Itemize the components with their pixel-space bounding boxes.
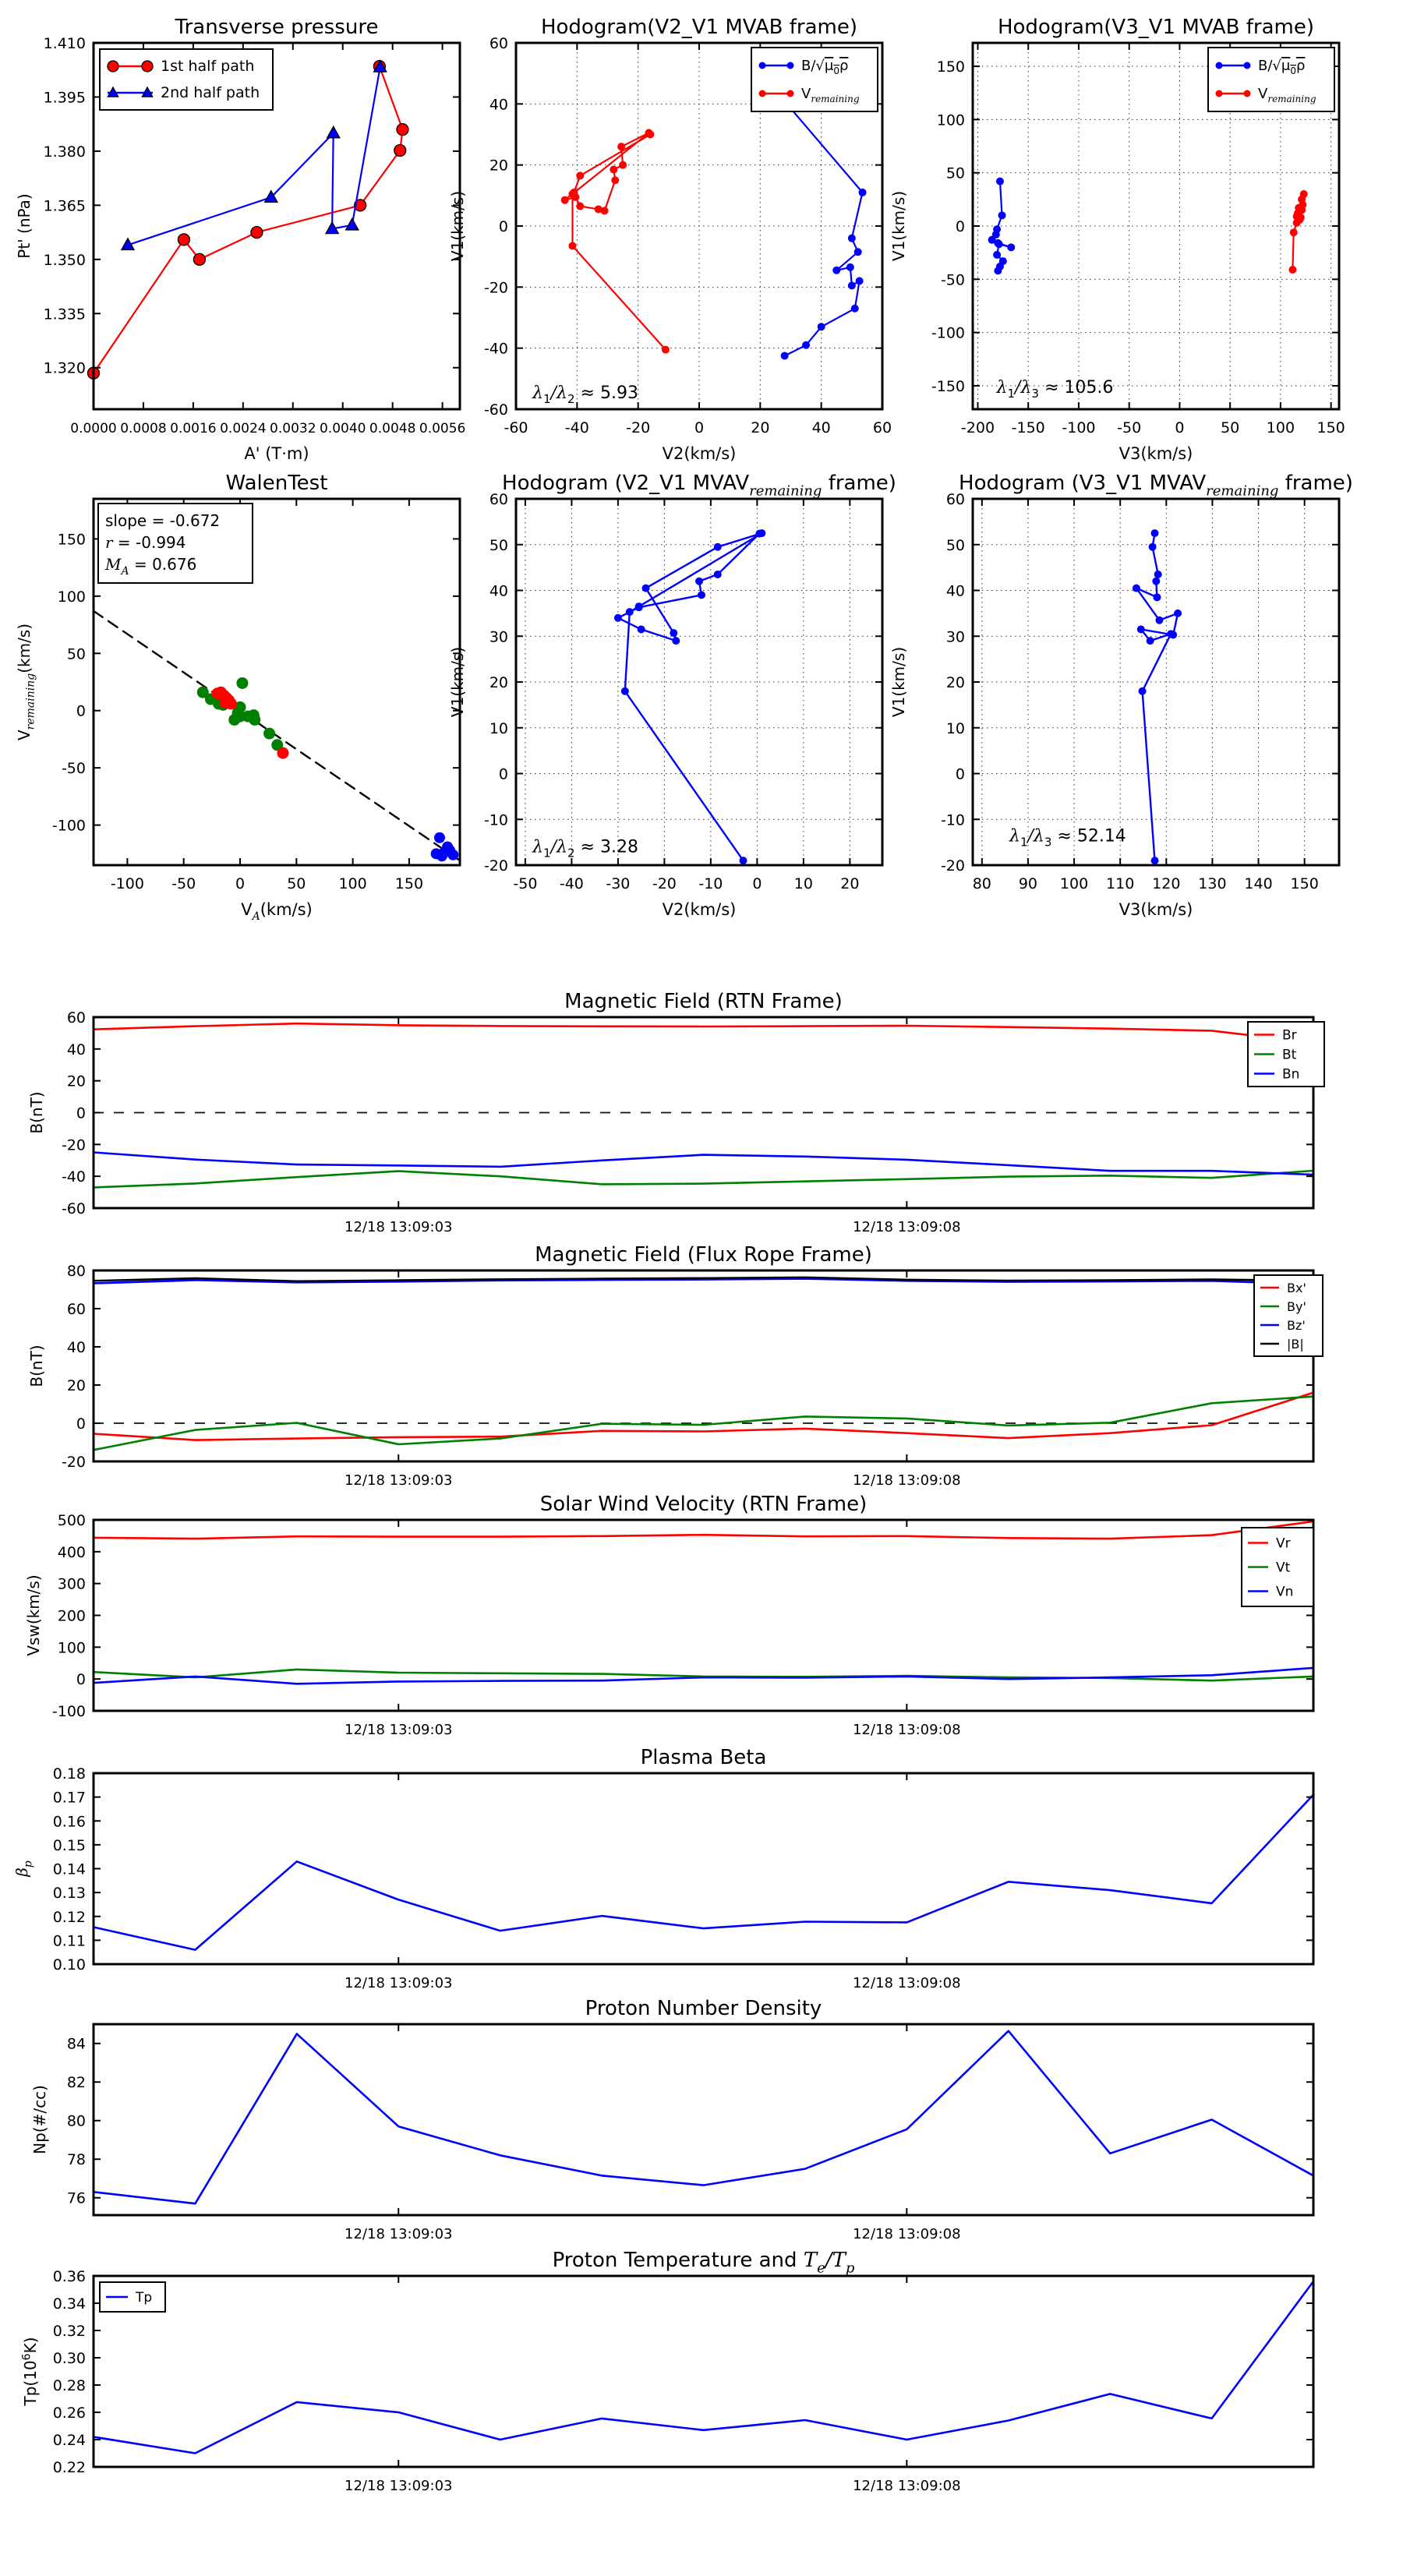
x-tick-label: 12/18 13:09:08 [853, 1722, 961, 1738]
y-axis-label: $\beta_p$ [12, 1860, 35, 1877]
y-tick-label: 1.380 [43, 143, 86, 161]
y-tick-label: -20 [483, 857, 508, 875]
y-tick-label: 1.410 [43, 35, 86, 52]
y-tick-label: 10 [489, 719, 508, 737]
x-tick-label: 12/18 13:09:03 [345, 1975, 453, 1991]
x-tick-label: 12/18 13:09:03 [345, 1219, 453, 1235]
legend-label: |B| [1287, 1337, 1304, 1352]
panel-hodogram-v3v1-mvav [889, 472, 1353, 919]
y-tick-label: 50 [945, 536, 965, 554]
y-tick-label: 60 [66, 1009, 86, 1027]
x-tick-label: 150 [1290, 875, 1319, 892]
panel-transverse-pressure [15, 16, 465, 463]
y-tick-label: -150 [931, 377, 965, 395]
y-tick-label: 1.350 [43, 251, 86, 269]
textbox-line: slope = -0.672 [105, 511, 221, 531]
series-vt [94, 1670, 1313, 1680]
y-tick-label: 0.32 [52, 2323, 86, 2340]
x-tick-label: 0 [694, 419, 705, 436]
x-tick-label: -10 [698, 875, 723, 892]
x-tick-label: 12/18 13:09:03 [345, 2478, 453, 2494]
y-tick-label: 40 [66, 1339, 86, 1356]
panel-magnetic-field-flux-rope [27, 1243, 1323, 1489]
x-tick-label: 0.0032 [270, 421, 316, 436]
y-axis-label: $V_{remaining}(km/s)$ [15, 623, 37, 741]
annotation: $\lambda_1/\lambda_3 \approx 52.14$ [1009, 826, 1126, 850]
y-tick-label: 60 [66, 1301, 86, 1318]
y-tick-label: 0.17 [52, 1789, 86, 1807]
legend-label: $V_{remaining}$ [801, 86, 860, 105]
panel-title: Hodogram (V3_V1 $MVAV_{remaining}$ frame) [959, 472, 1353, 500]
x-tick-label: 0.0016 [170, 421, 217, 436]
annotation: $\lambda_1/\lambda_2 \approx 5.93$ [532, 383, 638, 407]
panel-title: Proton Number Density [585, 1997, 822, 2020]
y-tick-label: 1.320 [43, 359, 86, 377]
y-tick-label: 60 [489, 35, 508, 52]
y-tick-label: 82 [66, 2074, 86, 2092]
x-tick-label: -50 [1117, 419, 1142, 436]
x-tick-label: -100 [1062, 419, 1096, 436]
y-tick-label: -20 [61, 1136, 86, 1154]
y-tick-label: 80 [66, 2112, 86, 2130]
axes-frame [94, 2024, 1313, 2215]
legend-label: Vn [1276, 1584, 1294, 1600]
series-tp [94, 2281, 1313, 2454]
x-tick-label: 50 [287, 875, 306, 892]
x-tick-label: 20 [840, 875, 860, 892]
x-axis-label: V3(km/s) [1119, 900, 1193, 919]
series-np [94, 2031, 1313, 2204]
y-tick-label: -20 [483, 279, 508, 297]
x-axis-label: A' (T·m) [244, 444, 309, 463]
series-vr [94, 1521, 1313, 1539]
y-tick-label: 0.15 [52, 1836, 86, 1854]
y-tick-label: 50 [66, 645, 86, 663]
y-tick-label: 20 [945, 674, 965, 691]
panel-magnetic-field-rtn [27, 990, 1324, 1235]
legend-label: Vr [1276, 1535, 1291, 1552]
y-tick-label: 0.24 [52, 2432, 86, 2449]
x-tick-label: 12/18 13:09:03 [345, 1722, 453, 1738]
y-axis-label: V1(km/s) [448, 190, 467, 262]
y-tick-label: 0.14 [52, 1860, 86, 1878]
x-tick-label: 0.0040 [319, 421, 366, 436]
series-walen-points-green [197, 677, 283, 751]
x-tick-label: -50 [513, 875, 538, 892]
y-tick-label: 50 [945, 164, 965, 182]
legend-label: $B/√\mu_0\rho$ [801, 58, 849, 77]
series-bt [94, 1171, 1313, 1188]
panel-title: Hodogram (V2_V1 $MVAV_{remaining}$ frame) [502, 472, 896, 500]
annotation: $\lambda_1/\lambda_3 \approx 105.6$ [996, 377, 1114, 401]
y-tick-label: 50 [489, 536, 508, 554]
panel-title: Proton Temperature and $T_e/T_p$ [552, 2249, 855, 2277]
panel-title: WalenTest [225, 472, 328, 495]
y-tick-label: 0.36 [52, 2268, 86, 2285]
x-tick-label: 80 [972, 875, 991, 892]
x-axis-label: V2(km/s) [662, 900, 737, 919]
x-tick-label: 10 [793, 875, 813, 892]
legend-label: Bt [1282, 1047, 1297, 1063]
y-tick-label: 0.22 [52, 2459, 86, 2476]
y-axis-label: $Tp(10^6K)$ [20, 2337, 40, 2406]
x-tick-label: 12/18 13:09:03 [345, 1472, 453, 1489]
y-axis-label: V1(km/s) [448, 646, 467, 718]
x-tick-label: -50 [171, 875, 196, 892]
legend [1242, 1528, 1313, 1606]
y-tick-label: 20 [66, 1377, 86, 1394]
y-tick-label: 60 [489, 491, 508, 508]
x-tick-label: -40 [559, 875, 584, 892]
y-tick-label: 100 [57, 1639, 86, 1657]
y-tick-label: 40 [489, 96, 508, 114]
x-tick-label: 12/18 13:09:08 [853, 1472, 961, 1489]
y-tick-label: 100 [57, 588, 86, 606]
x-tick-label: 150 [1316, 419, 1345, 436]
y-axis-label: Np(#/cc) [30, 2085, 49, 2154]
y-tick-label: 84 [66, 2035, 86, 2053]
x-tick-label: 140 [1244, 875, 1273, 892]
y-tick-label: -50 [61, 760, 86, 778]
legend [100, 49, 273, 110]
x-tick-label: -100 [110, 875, 144, 892]
y-tick-label: 0 [76, 1671, 86, 1689]
x-tick-label: 0.0000 [70, 421, 117, 436]
x-tick-label: 12/18 13:09:08 [853, 1219, 961, 1235]
y-axis-label: B(nT) [27, 1091, 46, 1134]
y-tick-label: 0 [76, 1104, 86, 1122]
panel-title: Hodogram(V2_V1 MVAB frame) [540, 16, 858, 39]
x-tick-label: 0 [235, 875, 246, 892]
x-tick-label: 150 [394, 875, 424, 892]
y-tick-label: 0.26 [52, 2405, 86, 2422]
y-tick-label: 40 [945, 582, 965, 600]
axes-frame [94, 1270, 1313, 1461]
y-tick-label: 0.16 [52, 1813, 86, 1831]
stats-textbox [98, 504, 253, 583]
textbox-line: $M_A = 0.676$ [105, 555, 197, 578]
series-walen-fit-line [94, 611, 460, 860]
y-tick-label: 0.18 [52, 1765, 86, 1783]
legend-label: 1st half path [161, 58, 255, 75]
axes-frame [94, 2276, 1313, 2467]
series-bn [94, 1153, 1313, 1175]
series-walen-points-blue [431, 832, 459, 862]
y-tick-label: 100 [936, 111, 965, 129]
series-v3-v1-path [1133, 529, 1182, 864]
annotation: $\lambda_1/\lambda_2 \approx 3.28$ [532, 837, 638, 860]
y-tick-label: 20 [489, 674, 508, 691]
y-tick-label: -100 [51, 1703, 86, 1720]
legend-label: 2nd half path [161, 84, 260, 101]
y-tick-label: 0.11 [52, 1932, 86, 1950]
x-tick-label: 12/18 13:09:08 [853, 2478, 961, 2494]
y-tick-label: -10 [483, 811, 508, 829]
y-tick-label: -60 [61, 1200, 86, 1217]
legend [1208, 48, 1334, 111]
y-tick-label: 20 [489, 157, 508, 175]
legend-label: Br [1282, 1027, 1297, 1044]
y-tick-label: 1.365 [43, 197, 86, 215]
legend-label: Bz' [1287, 1318, 1306, 1333]
series-beta-p [94, 1795, 1313, 1950]
x-tick-label: -40 [564, 419, 589, 436]
y-tick-label: 1.335 [43, 306, 86, 323]
y-tick-label: 150 [936, 58, 965, 76]
y-tick-label: 0.28 [52, 2377, 86, 2394]
series-br [94, 1023, 1313, 1043]
y-tick-label: -20 [61, 1454, 86, 1471]
series-v-remaining [1288, 190, 1307, 274]
y-tick-label: -40 [483, 340, 508, 358]
y-tick-label: 400 [57, 1543, 86, 1561]
panel-proton-number-density [30, 1997, 1313, 2242]
y-tick-label: 200 [57, 1607, 86, 1625]
y-tick-label: 40 [489, 582, 508, 600]
legend-label: Bn [1282, 1066, 1300, 1083]
x-tick-label: 100 [1059, 875, 1089, 892]
x-tick-label: -20 [626, 419, 651, 436]
x-tick-label: 0.0048 [369, 421, 416, 436]
x-tick-label: 120 [1152, 875, 1181, 892]
axes-frame [94, 1773, 1313, 1964]
legend-label: Tp [136, 2290, 153, 2306]
x-tick-label: -20 [652, 875, 677, 892]
legend [1248, 1022, 1324, 1087]
y-tick-label: 0 [498, 218, 508, 235]
x-tick-label: 90 [1018, 875, 1038, 892]
y-tick-label: -40 [61, 1168, 86, 1186]
y-axis-label: V1(km/s) [889, 646, 908, 718]
y-tick-label: -10 [940, 811, 965, 829]
panel-title: Magnetic Field (RTN Frame) [564, 990, 843, 1013]
panel-walen-test [15, 472, 460, 923]
legend-label: $V_{remaining}$ [1258, 86, 1316, 105]
y-tick-label: -100 [51, 817, 86, 835]
panel-title: Magnetic Field (Flux Rope Frame) [535, 1243, 872, 1267]
panel-title: Hodogram(V3_V1 MVAB frame) [997, 16, 1315, 39]
panel-title: Solar Wind Velocity (RTN Frame) [539, 1493, 868, 1516]
panel-title: Transverse pressure [175, 16, 379, 39]
panel-solar-wind-velocity-rtn [24, 1493, 1313, 1738]
series-bx-prime [94, 1393, 1313, 1440]
y-axis-label: Pt' (nPa) [15, 193, 34, 259]
x-tick-label: 100 [338, 875, 367, 892]
y-tick-label: 0.13 [52, 1885, 86, 1903]
x-tick-label: 20 [751, 419, 770, 436]
legend [100, 2282, 165, 2312]
x-axis-label: $V_A(km/s)$ [241, 900, 313, 923]
y-tick-label: -60 [483, 401, 508, 419]
y-tick-label: 60 [945, 491, 965, 508]
y-tick-label: 10 [945, 719, 965, 737]
y-tick-label: -20 [940, 857, 965, 875]
x-tick-label: 12/18 13:09:08 [853, 1975, 961, 1991]
y-tick-label: 500 [57, 1512, 86, 1529]
series-v2-v1-path [614, 529, 765, 864]
legend-label: $B/√\mu_0\rho$ [1258, 58, 1306, 77]
panel-hodogram-v3v1-mvab [889, 16, 1345, 463]
y-axis-label: V1(km/s) [889, 190, 908, 262]
y-axis-label: Vsw(km/s) [24, 1574, 43, 1656]
y-tick-label: 0 [76, 702, 86, 720]
x-tick-label: 50 [1221, 419, 1240, 436]
y-tick-label: 1.395 [43, 89, 86, 107]
y-tick-label: 30 [489, 628, 508, 646]
y-axis-label: B(nT) [27, 1345, 46, 1387]
x-tick-label: -200 [960, 419, 995, 436]
x-tick-label: 130 [1198, 875, 1227, 892]
x-tick-label: -30 [606, 875, 631, 892]
x-tick-label: 0 [1175, 419, 1185, 436]
x-tick-label: 100 [1266, 419, 1295, 436]
y-tick-label: 0.12 [52, 1908, 86, 1926]
y-tick-label: 76 [66, 2189, 86, 2207]
x-tick-label: 12/18 13:09:08 [853, 2226, 961, 2242]
x-tick-label: -60 [504, 419, 528, 436]
y-tick-label: -50 [940, 271, 965, 289]
panel-title: Plasma Beta [640, 1746, 767, 1769]
legend [1254, 1275, 1323, 1356]
x-tick-label: 110 [1106, 875, 1135, 892]
x-axis-label: V3(km/s) [1119, 444, 1193, 463]
panel-hodogram-v2v1-mvab [448, 16, 892, 463]
y-tick-label: 78 [66, 2151, 86, 2169]
legend-label: By' [1287, 1299, 1306, 1314]
y-tick-label: 0.10 [52, 1956, 86, 1974]
y-tick-label: 30 [945, 628, 965, 646]
y-tick-label: 300 [57, 1575, 86, 1593]
y-tick-label: 0 [955, 765, 965, 783]
x-tick-label: 0.0008 [120, 421, 167, 436]
panel-hodogram-v2v1-mvav [448, 472, 896, 919]
y-tick-label: 0 [76, 1415, 86, 1433]
y-tick-label: 0 [955, 218, 965, 235]
y-tick-label: 0.34 [52, 2295, 86, 2313]
x-tick-label: 60 [872, 419, 892, 436]
x-tick-label: 0 [752, 875, 762, 892]
y-tick-label: 80 [66, 1263, 86, 1280]
x-tick-label: -150 [1011, 419, 1045, 436]
legend-label: Bx' [1287, 1281, 1306, 1295]
legend [751, 48, 878, 111]
y-tick-label: 20 [66, 1072, 86, 1090]
panel-proton-temperature [20, 2249, 1313, 2494]
x-tick-label: 40 [811, 419, 831, 436]
x-tick-label: 0.0024 [220, 421, 267, 436]
panel-plasma-beta [12, 1746, 1313, 1991]
y-tick-label: 0.30 [52, 2350, 86, 2367]
y-tick-label: -100 [931, 324, 965, 342]
y-tick-label: 150 [57, 531, 86, 549]
x-tick-label: 0.0056 [419, 421, 466, 436]
series-b-over-sqrt-mu0-rho [778, 94, 867, 360]
legend-label: Vt [1276, 1560, 1291, 1576]
x-axis-label: V2(km/s) [662, 444, 737, 463]
x-tick-label: 12/18 13:09:03 [345, 2226, 453, 2242]
y-tick-label: 40 [66, 1041, 86, 1058]
y-tick-label: 0 [498, 765, 508, 783]
textbox-line: r = -0.994 [105, 533, 186, 553]
